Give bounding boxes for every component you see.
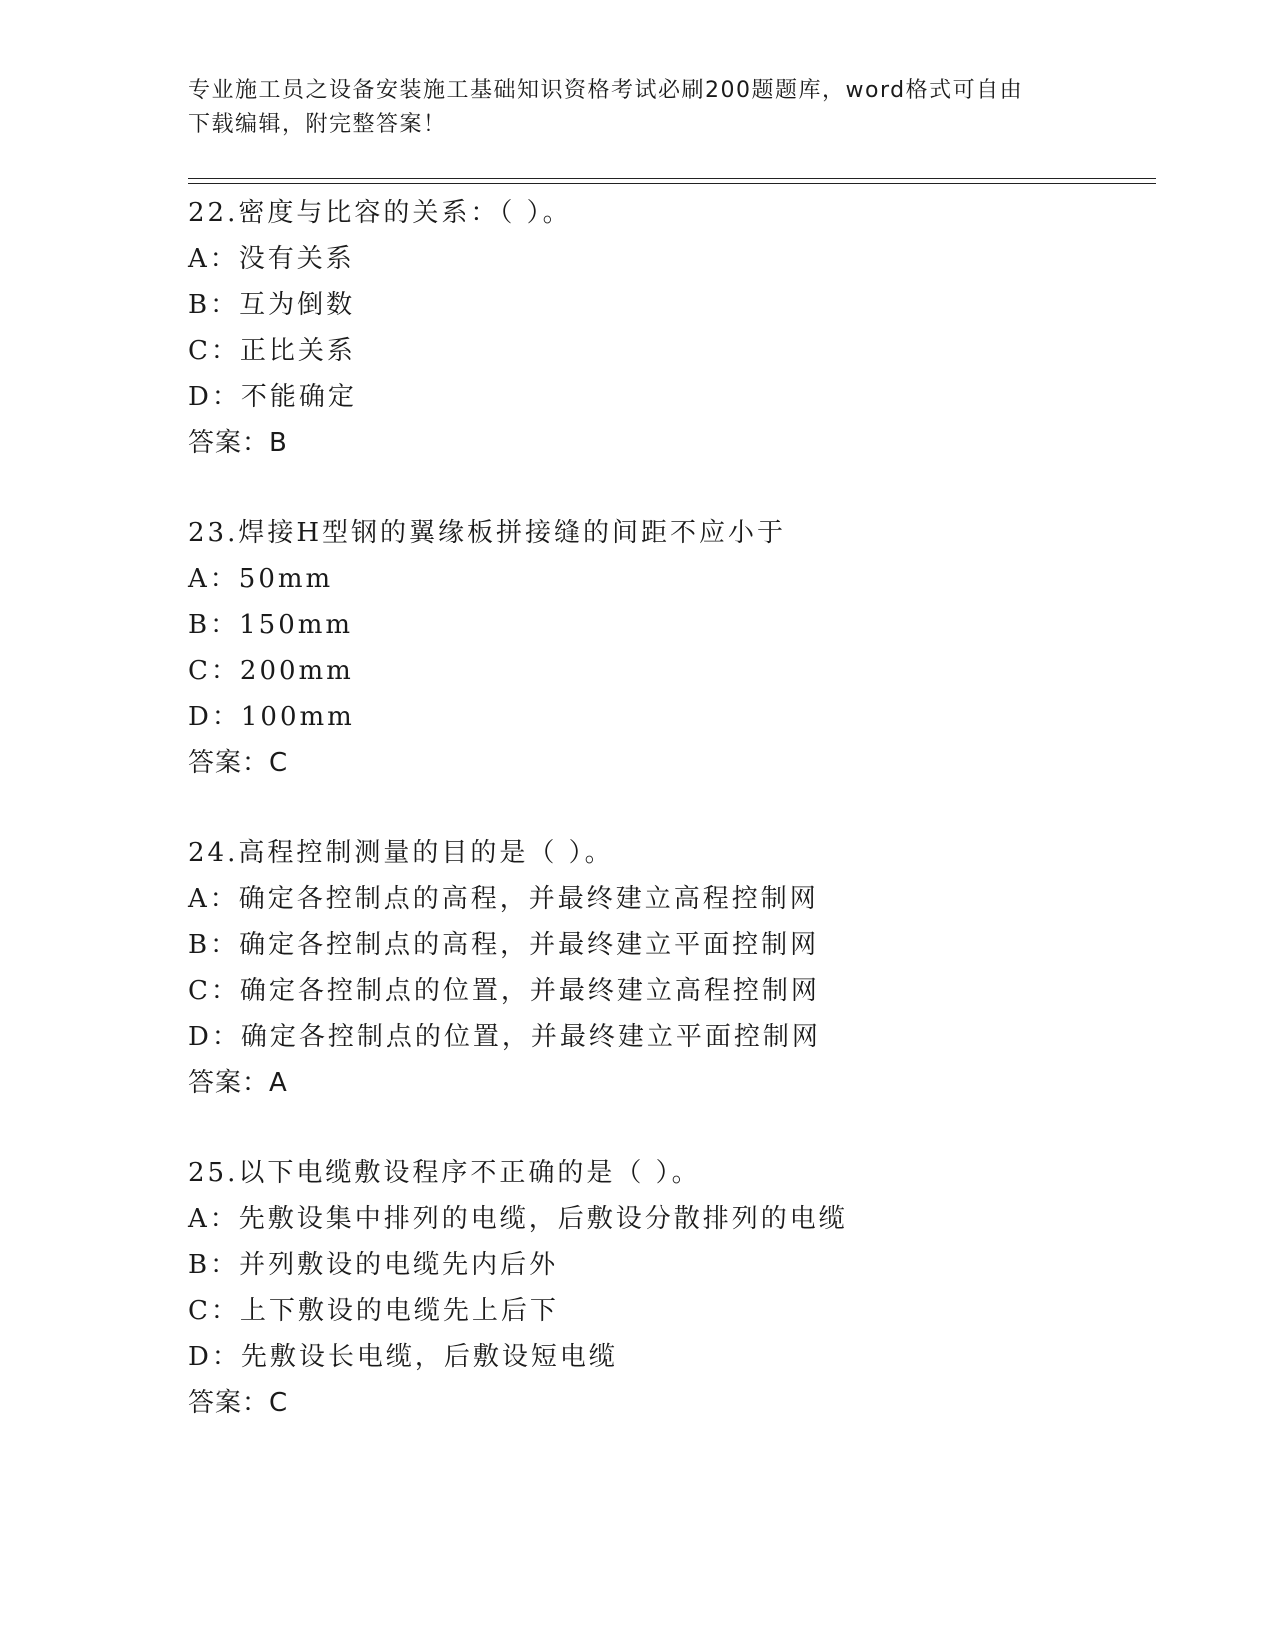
question-stem: 22.密度与比容的关系：（ ）。: [188, 198, 572, 228]
option-letter: A：: [188, 564, 239, 594]
question-list: [188, 190, 1148, 1470]
question-24: [188, 830, 1148, 1106]
question-25: [188, 1150, 1148, 1426]
option-text: 先敷设集中排列的电缆，后敷设分散排列的电缆: [238, 1204, 848, 1234]
option-text: 并列敷设的电缆先内后外: [239, 1250, 559, 1280]
header-divider-bottom: [188, 183, 1156, 184]
question-23: [188, 510, 1148, 786]
option-text: 100mm: [240, 702, 355, 732]
option-text: 150mm: [239, 610, 354, 640]
option-letter: A：: [188, 1204, 239, 1234]
option-letter: D：: [188, 1022, 241, 1052]
header-divider-top: [188, 178, 1156, 179]
option-text: 确定各控制点的高程，并最终建立高程控制网: [238, 884, 819, 914]
header-title-line-1: 专业施工员之设备安装施工基础知识资格考试必刷200题题库，word格式可自由: [188, 78, 1024, 103]
question-stem: 24.高程控制测量的目的是（ ）。: [188, 838, 614, 868]
option-d: [188, 374, 1148, 420]
option-c: [188, 968, 1148, 1014]
option-text: 200mm: [239, 656, 354, 686]
question-stem: 23.焊接H型钢的翼缘板拼接缝的间距不应小于: [188, 518, 787, 548]
option-text: 确定各控制点的位置，并最终建立高程控制网: [239, 976, 820, 1006]
option-a: [188, 876, 1148, 922]
option-letter: A：: [188, 244, 239, 274]
option-a: [188, 236, 1148, 282]
option-b: [188, 602, 1148, 648]
option-b: [188, 282, 1148, 328]
option-text: 确定各控制点的位置，并最终建立平面控制网: [240, 1022, 821, 1052]
option-letter: A：: [188, 884, 239, 914]
option-letter: D：: [188, 1342, 241, 1372]
answer-line: 答案：C: [188, 748, 289, 778]
option-text: 50mm: [238, 564, 334, 594]
option-b: [188, 922, 1148, 968]
option-d: [188, 694, 1148, 740]
option-letter: B：: [188, 290, 240, 320]
option-c: [188, 1288, 1148, 1334]
option-a: [188, 556, 1148, 602]
option-letter: C：: [188, 336, 240, 366]
answer-line: 答案：B: [188, 428, 288, 458]
option-letter: D：: [188, 382, 241, 412]
option-text: 确定各控制点的高程，并最终建立平面控制网: [239, 930, 820, 960]
option-text: 先敷设长电缆，后敷设短电缆: [240, 1342, 618, 1372]
answer-line: 答案：C: [188, 1388, 289, 1418]
answer-line: 答案：A: [188, 1068, 288, 1098]
option-letter: B：: [188, 610, 240, 640]
option-letter: C：: [188, 1296, 240, 1326]
option-letter: C：: [188, 656, 240, 686]
option-text: 正比关系: [239, 336, 356, 366]
header-title-line-2: 下载编辑，附完整答案！: [188, 112, 447, 137]
option-text: 没有关系: [238, 244, 355, 274]
question-22: [188, 190, 1148, 466]
option-text: 上下敷设的电缆先上后下: [239, 1296, 559, 1326]
question-stem: 25.以下电缆敷设程序不正确的是（ ）。: [188, 1158, 701, 1188]
option-d: [188, 1334, 1148, 1380]
option-text: 不能确定: [240, 382, 357, 412]
option-c: [188, 328, 1148, 374]
option-letter: D：: [188, 702, 241, 732]
option-letter: B：: [188, 930, 240, 960]
option-b: [188, 1242, 1148, 1288]
option-c: [188, 648, 1148, 694]
option-letter: C：: [188, 976, 240, 1006]
option-letter: B：: [188, 1250, 240, 1280]
option-d: [188, 1014, 1148, 1060]
option-text: 互为倒数: [239, 290, 356, 320]
option-a: [188, 1196, 1148, 1242]
document-header: [188, 74, 1088, 142]
